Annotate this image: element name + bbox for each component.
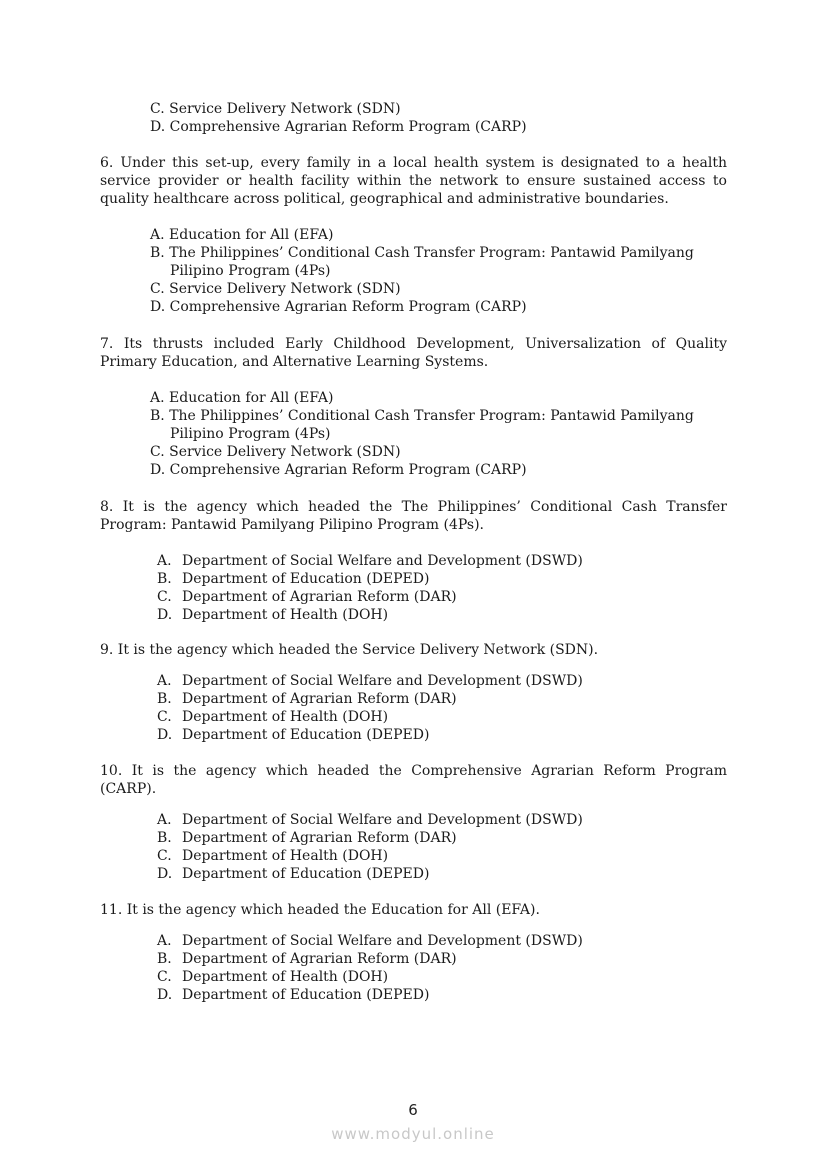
watermark: www.modyul.online [331, 1125, 495, 1143]
option-d [157, 986, 583, 1004]
carryover-options [150, 100, 527, 136]
option-text: Department of Health (DOH) [182, 607, 389, 623]
option-text: Department of Health (DOH) [182, 969, 389, 985]
option-letter: B. [157, 691, 172, 707]
option-c: C. Service Delivery Network (SDN) [150, 101, 401, 117]
option-c: C. Service Delivery Network (SDN) [150, 444, 401, 460]
option-a [157, 552, 583, 570]
option-text: Department of Social Welfare and Development (DSWD) [182, 933, 583, 949]
option-a [157, 811, 583, 829]
option-text: Department of Health (DOH) [182, 848, 389, 864]
option-c: C. Service Delivery Network (SDN) [150, 281, 401, 297]
question-11-text: 11. It is the agency which headed the Education for All (EFA). [100, 902, 540, 918]
question-6-options [150, 226, 750, 316]
question-8-text: 8. It is the agency which headed the The Philippines’ Conditional Cash Transfer Program: Pantawid Pamilyang Pilipino Program (4Ps). [100, 499, 727, 533]
question-10-text: 10. It is the agency which headed the Comprehensive Agrarian Reform Program (CARP). [100, 763, 727, 797]
question-6-text: 6. Under this set-up, every family in a local health system is designated to a health service provider or health facility within the network to ensure sustained access to quality healthcare across political, geographical and administrative boundaries. [100, 155, 727, 207]
option-letter: A. [157, 933, 172, 949]
option-text: Department of Health (DOH) [182, 709, 389, 725]
option-letter: A. [157, 673, 172, 689]
option-a [157, 932, 583, 950]
option-letter: B. [157, 951, 172, 967]
question-9-options [157, 672, 583, 744]
option-text: Department of Social Welfare and Development (DSWD) [182, 553, 583, 569]
option-d [157, 726, 583, 744]
option-b [157, 829, 583, 847]
option-text: Department of Agrarian Reform (DAR) [182, 830, 457, 846]
question-8-options [157, 552, 583, 624]
option-b: B. The Philippines’ Conditional Cash Transfer Program: Pantawid Pamilyang Pilipino Program (4Ps) [150, 245, 694, 279]
option-d: D. Comprehensive Agrarian Reform Program (CARP) [150, 462, 527, 478]
option-letter: D. [157, 607, 173, 623]
option-d [157, 865, 583, 883]
option-c [157, 847, 583, 865]
option-letter: D. [157, 866, 173, 882]
option-a: A. Education for All (EFA) [150, 390, 334, 406]
option-text: Department of Agrarian Reform (DAR) [182, 691, 457, 707]
question-7-text: 7. Its thrusts included Early Childhood Development, Universalization of Quality Primary Education, and Alternative Learning Systems. [100, 336, 727, 370]
option-text: Department of Education (DEPED) [182, 866, 430, 882]
option-b [157, 950, 583, 968]
option-letter: C. [157, 848, 172, 864]
option-c [157, 708, 583, 726]
option-text: Department of Education (DEPED) [182, 571, 430, 587]
option-letter: A. [157, 812, 172, 828]
option-letter: D. [157, 987, 173, 1003]
option-letter: C. [157, 709, 172, 725]
option-text: Department of Education (DEPED) [182, 987, 430, 1003]
option-c [157, 968, 583, 986]
option-c [157, 588, 583, 606]
option-a [157, 672, 583, 690]
option-text: Department of Social Welfare and Development (DSWD) [182, 812, 583, 828]
question-10-options [157, 811, 583, 883]
option-letter: B. [157, 571, 172, 587]
question-9-text: 9. It is the agency which headed the Service Delivery Network (SDN). [100, 642, 599, 658]
option-text: Department of Education (DEPED) [182, 727, 430, 743]
option-a: A. Education for All (EFA) [150, 227, 334, 243]
option-letter: B. [157, 830, 172, 846]
option-d: D. Comprehensive Agrarian Reform Program (CARP) [150, 119, 527, 135]
option-letter: D. [157, 727, 173, 743]
option-text: Department of Agrarian Reform (DAR) [182, 951, 457, 967]
option-b [157, 570, 583, 588]
option-letter: C. [157, 589, 172, 605]
page-number: 6 [408, 1101, 418, 1119]
option-b: B. The Philippines’ Conditional Cash Transfer Program: Pantawid Pamilyang Pilipino Program (4Ps) [150, 408, 694, 442]
option-text: Department of Social Welfare and Development (DSWD) [182, 673, 583, 689]
option-letter: A. [157, 553, 172, 569]
option-letter: C. [157, 969, 172, 985]
question-7-options [150, 389, 750, 479]
option-d [157, 606, 583, 624]
question-11-options [157, 932, 583, 1004]
option-text: Department of Agrarian Reform (DAR) [182, 589, 457, 605]
option-d: D. Comprehensive Agrarian Reform Program (CARP) [150, 299, 527, 315]
option-b [157, 690, 583, 708]
